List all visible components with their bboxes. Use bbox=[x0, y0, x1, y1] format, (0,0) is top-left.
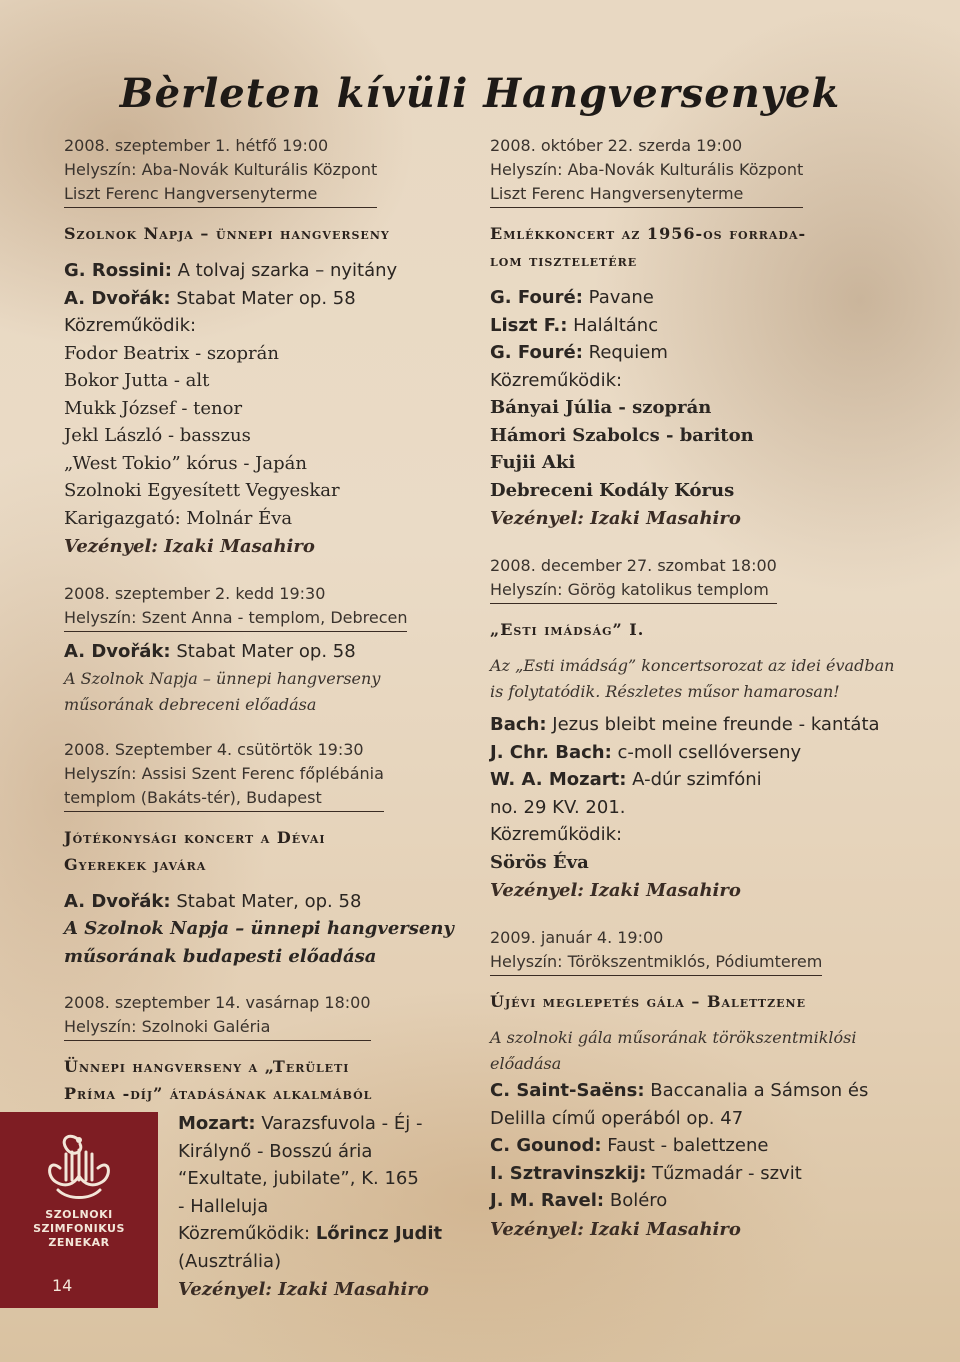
collab-label: Közreműködik: bbox=[490, 369, 623, 391]
composer: J. Chr. Bach: bbox=[490, 741, 612, 763]
program-line bbox=[490, 711, 900, 739]
event-date: 2008. december 27. szombat 18:00 bbox=[490, 556, 777, 575]
performer: Hámori Szabolcs - bariton bbox=[490, 424, 754, 446]
work: Baccanalia a Sámson és bbox=[644, 1080, 869, 1101]
performer: Szolnoki Egyesített Vegyeskar bbox=[64, 480, 340, 501]
composer: Bach: bbox=[490, 714, 547, 735]
conductor: Vezényel: Izaki Masahiro bbox=[490, 880, 741, 901]
right-column bbox=[490, 134, 900, 1265]
event-dec-27 bbox=[490, 554, 900, 906]
composer: I. Sztravinszkij: bbox=[490, 1162, 647, 1184]
page-title: Bèrleten kívüli Hangversenyek bbox=[119, 70, 841, 117]
program-line bbox=[490, 312, 900, 340]
program-line bbox=[64, 888, 474, 916]
work: A tolvaj szarka – nyitány bbox=[171, 260, 398, 281]
performer: Fodor Beatrix - szoprán bbox=[64, 342, 279, 364]
event-heading: Ünnepi hangverseny a „Területi Príma -díj” átadásának alkalmából bbox=[64, 1057, 373, 1103]
event-venue: Helyszín: Aba-Novák Kulturális Központ bbox=[64, 160, 378, 179]
event-venue-hall: Liszt Ferenc Hangversenyterme bbox=[490, 184, 744, 203]
event-sept-4 bbox=[64, 738, 474, 972]
program-line bbox=[490, 339, 900, 367]
event-sept-1 bbox=[64, 134, 474, 562]
logo-line: SZOLNOKI bbox=[45, 1208, 113, 1221]
composer: G. Fouré: bbox=[490, 287, 583, 308]
composer: G. Fouré: bbox=[490, 342, 583, 363]
event-header bbox=[490, 134, 803, 208]
conductor: Vezényel: Izaki Masahiro bbox=[490, 508, 741, 529]
work: Faust - balettzene bbox=[601, 1135, 769, 1156]
program-line: - Halleluja bbox=[178, 1195, 269, 1217]
program-line bbox=[490, 1077, 900, 1105]
work: Stabat Mater op. 58 bbox=[170, 287, 356, 309]
event-heading: Szolnok Napja – ünnepi hangverseny bbox=[64, 224, 390, 243]
composer: Mozart: bbox=[178, 1113, 256, 1134]
composer: J. M. Ravel: bbox=[490, 1190, 605, 1211]
event-heading: Emlékkoncert az 1956-os forrada- lom tiszteletére bbox=[490, 224, 807, 270]
event-date: 2008. szeptember 2. kedd 19:30 bbox=[64, 584, 326, 603]
event-venue: Helyszín: Szent Anna - templom, Debrecen bbox=[64, 608, 408, 627]
event-date: 2008. Szeptember 4. csütörtök 19:30 bbox=[64, 739, 364, 759]
program-line bbox=[490, 766, 900, 794]
event-header bbox=[64, 582, 407, 632]
program-line: no. 29 KV. 201. bbox=[490, 796, 626, 818]
performer: Mukk József - tenor bbox=[64, 397, 243, 419]
work: Tűzmadár - szvit bbox=[646, 1162, 802, 1184]
program-line bbox=[490, 1132, 900, 1160]
composer: C. Gounod: bbox=[490, 1135, 602, 1156]
composer: A. Dvořák: bbox=[64, 641, 171, 662]
event-venue: Helyszín: Szolnoki Galéria bbox=[64, 1017, 271, 1036]
event-oct-22 bbox=[490, 134, 900, 534]
event-date: 2008. október 22. szerda 19:00 bbox=[490, 136, 743, 155]
performer: Bányai Júlia - szoprán bbox=[490, 397, 712, 418]
work: Pavane bbox=[582, 287, 654, 308]
logo-line: SZIMFONIKUS bbox=[33, 1222, 125, 1235]
event-header bbox=[64, 134, 377, 208]
program-line bbox=[490, 739, 900, 767]
swan-emblem-icon bbox=[40, 1128, 118, 1210]
logo-line: ZENEKAR bbox=[48, 1236, 110, 1249]
event-header bbox=[490, 554, 777, 604]
event-date: 2009. január 4. 19:00 bbox=[490, 928, 664, 947]
program-line: Királynő - Bosszú ária bbox=[178, 1140, 373, 1162]
performer: Jekl László - basszus bbox=[64, 425, 251, 446]
work: Stabat Mater op. 58 bbox=[170, 641, 356, 662]
event-header bbox=[64, 738, 384, 812]
composer: Liszt F.: bbox=[490, 314, 568, 336]
event-sept-14 bbox=[64, 991, 474, 1107]
composer: G. Rossini: bbox=[64, 260, 172, 281]
work: Requiem bbox=[582, 342, 668, 363]
event-jan-4 bbox=[490, 926, 900, 1245]
program-line bbox=[64, 257, 474, 285]
note: Az „Esti imádság” koncertsorozat az idei évadban bbox=[490, 656, 895, 675]
program-line: “Exultate, jubilate”, K. 165 bbox=[178, 1168, 419, 1189]
event-heading: „Esti imádság” I. bbox=[490, 620, 645, 639]
event-date: 2008. szeptember 1. hétfő 19:00 bbox=[64, 136, 329, 155]
collab-line: (Ausztrália) bbox=[178, 1250, 282, 1272]
left-column bbox=[64, 134, 474, 1127]
note: A Szolnok Napja – ünnepi hangverseny bbox=[64, 668, 381, 688]
event-header bbox=[64, 991, 371, 1041]
note: előadása bbox=[490, 1054, 562, 1073]
composer: A. Dvořák: bbox=[64, 890, 171, 912]
event-sept-14-program bbox=[178, 1110, 468, 1305]
performer: „West Tokio” kórus - Japán bbox=[64, 452, 307, 474]
conductor: Vezényel: Izaki Masahiro bbox=[178, 1279, 429, 1300]
work: Varazsfuvola - Éj - bbox=[255, 1113, 423, 1134]
program-line bbox=[64, 638, 474, 666]
collab-label: Közreműködik: bbox=[64, 315, 197, 336]
work: Boléro bbox=[604, 1190, 668, 1211]
note: műsorának budapesti előadása bbox=[64, 946, 377, 967]
performer: Debreceni Kodály Kórus bbox=[490, 479, 735, 501]
event-heading: Jótékonysági koncert a Dévai Gyerekek javára bbox=[64, 827, 326, 874]
performer: Lőrincz Judit bbox=[315, 1223, 443, 1244]
event-heading: Újévi meglepetés gála – Balettzene bbox=[490, 992, 806, 1011]
program-line: Delilla című operából op. 47 bbox=[490, 1107, 744, 1129]
work: Stabat Mater, op. 58 bbox=[170, 890, 362, 912]
conductor: Vezényel: Izaki Masahiro bbox=[64, 536, 315, 557]
work: Jezus bleibt meine freunde - kantáta bbox=[546, 714, 880, 735]
event-venue: Helyszín: Törökszentmiklós, Pódiumterem bbox=[490, 952, 823, 971]
work: c-moll csellóverseny bbox=[611, 741, 802, 763]
collab-line: Közreműködik: Lőrincz Judit bbox=[178, 1223, 443, 1244]
program-line bbox=[490, 1160, 900, 1188]
program-line bbox=[64, 285, 474, 313]
event-date: 2008. szeptember 14. vasárnap 18:00 bbox=[64, 993, 371, 1012]
event-header bbox=[490, 926, 822, 976]
note: A Szolnok Napja – ünnepi hangverseny bbox=[64, 918, 454, 939]
performer: Bokor Jutta - alt bbox=[64, 370, 210, 391]
event-venue: Helyszín: Aba-Novák Kulturális Központ bbox=[490, 160, 804, 179]
note: A szolnoki gála műsorának törökszentmiklósi bbox=[490, 1028, 857, 1047]
event-sept-2 bbox=[64, 582, 474, 718]
work: A-dúr szimfóni bbox=[626, 769, 762, 790]
program-line bbox=[490, 1187, 900, 1215]
conductor: Vezényel: Izaki Masahiro bbox=[490, 1218, 741, 1240]
composer: C. Saint-Saëns: bbox=[490, 1080, 645, 1101]
event-venue: Helyszín: Assisi Szent Ferenc főplébánia bbox=[64, 763, 384, 783]
performer: Karigazgató: Molnár Éva bbox=[64, 507, 293, 529]
collab-label: Közreműködik: bbox=[490, 824, 623, 845]
program-line bbox=[178, 1110, 468, 1138]
composer: W. A. Mozart: bbox=[490, 769, 627, 790]
program-line bbox=[490, 284, 900, 312]
event-venue-hall: Liszt Ferenc Hangversenyterme bbox=[64, 184, 318, 203]
note: is folytatódik. Részletes műsor hamarosan! bbox=[490, 682, 840, 701]
orchestra-logo bbox=[0, 1112, 158, 1308]
event-venue-place: templom (Bakáts-tér), Budapest bbox=[64, 787, 322, 807]
performer: Sörös Éva bbox=[490, 851, 589, 873]
work: Haláltánc bbox=[567, 314, 659, 336]
note: műsorának debreceni előadása bbox=[64, 694, 317, 714]
event-venue: Helyszín: Görög katolikus templom bbox=[490, 580, 769, 599]
page-number: 14 bbox=[52, 1276, 73, 1295]
performer: Fujii Aki bbox=[490, 452, 576, 473]
composer: A. Dvořák: bbox=[64, 287, 171, 309]
